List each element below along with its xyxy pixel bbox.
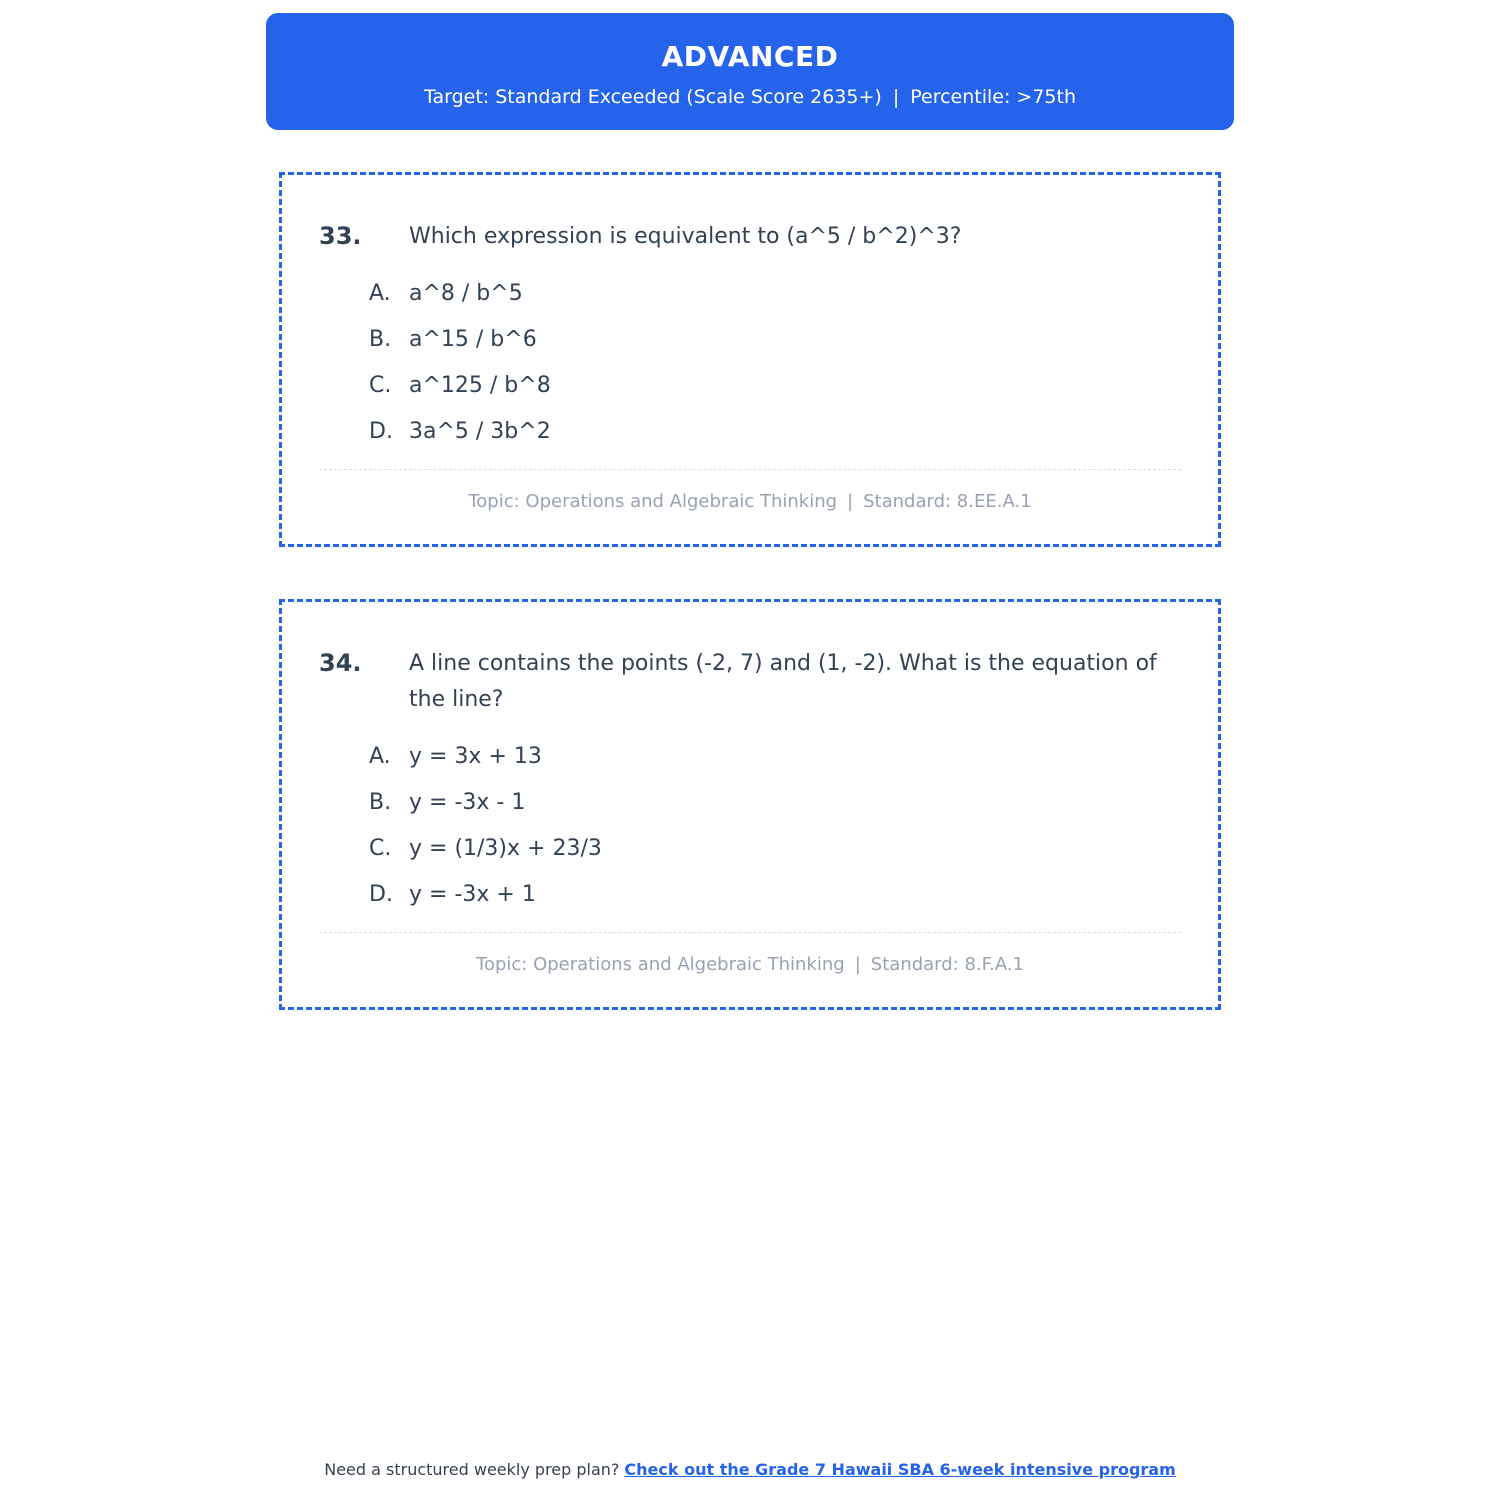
- question-number: 34.: [319, 649, 362, 677]
- option-text: y = (1/3)x + 23/3: [409, 836, 602, 861]
- intensive-program-link[interactable]: Check out the Grade 7 Hawaii SBA 6-week intensive program: [624, 1460, 1176, 1479]
- meta-divider: [319, 469, 1181, 470]
- question-text: Which expression is equivalent to (a^5 / b^2)^3?: [409, 224, 962, 249]
- options-list: [319, 276, 1181, 450]
- option-letter: D.: [369, 419, 393, 444]
- option-letter: A.: [369, 281, 391, 306]
- question-row: [319, 219, 1181, 255]
- option-letter: B.: [369, 327, 392, 352]
- option-letter: B.: [369, 790, 392, 815]
- option-letter: D.: [369, 882, 393, 907]
- option-text: a^125 / b^8: [409, 373, 551, 398]
- question-text: A line contains the points (-2, 7) and (1, -2). What is the equation of the line?: [409, 651, 1157, 712]
- level-title: ADVANCED: [661, 40, 839, 73]
- option-a: [319, 739, 1181, 775]
- option-letter: A.: [369, 744, 391, 769]
- topic-label: Topic: Operations and Algebraic Thinking: [476, 954, 845, 975]
- option-letter: C.: [369, 373, 392, 398]
- option-text: y = -3x + 1: [409, 882, 536, 907]
- option-letter: C.: [369, 836, 392, 861]
- question-card-34: [279, 599, 1221, 1010]
- footer-prompt: Need a structured weekly prep plan?: [324, 1460, 620, 1479]
- option-d: [319, 414, 1181, 450]
- percentile-label: Percentile: >75th: [910, 86, 1076, 108]
- topic-label: Topic: Operations and Algebraic Thinking: [468, 491, 838, 512]
- option-b: [319, 322, 1181, 358]
- question-card-33: [279, 172, 1221, 547]
- option-text: 3a^5 / 3b^2: [409, 419, 551, 444]
- option-d: [319, 877, 1181, 913]
- option-c: [319, 831, 1181, 867]
- footer: [0, 1460, 1500, 1479]
- standard-label: Standard: 8.F.A.1: [870, 954, 1024, 975]
- standard-label: Standard: 8.EE.A.1: [863, 491, 1032, 512]
- option-c: [319, 368, 1181, 404]
- option-text: y = 3x + 13: [409, 744, 542, 769]
- options-list: [319, 739, 1181, 913]
- question-meta: [319, 954, 1181, 975]
- option-text: a^15 / b^6: [409, 327, 537, 352]
- option-text: a^8 / b^5: [409, 281, 523, 306]
- subtitle-separator: |: [892, 86, 900, 108]
- option-b: [319, 785, 1181, 821]
- level-subtitle: [266, 86, 1234, 108]
- question-row: [319, 646, 1181, 718]
- question-number: 33.: [319, 222, 362, 250]
- option-a: [319, 276, 1181, 312]
- meta-separator: |: [847, 491, 854, 512]
- meta-divider: [319, 932, 1181, 933]
- target-label: Target: Standard Exceeded (Scale Score 2635+): [424, 86, 882, 108]
- option-text: y = -3x - 1: [409, 790, 526, 815]
- level-banner: [266, 13, 1234, 130]
- question-meta: [319, 491, 1181, 512]
- meta-separator: |: [854, 954, 861, 975]
